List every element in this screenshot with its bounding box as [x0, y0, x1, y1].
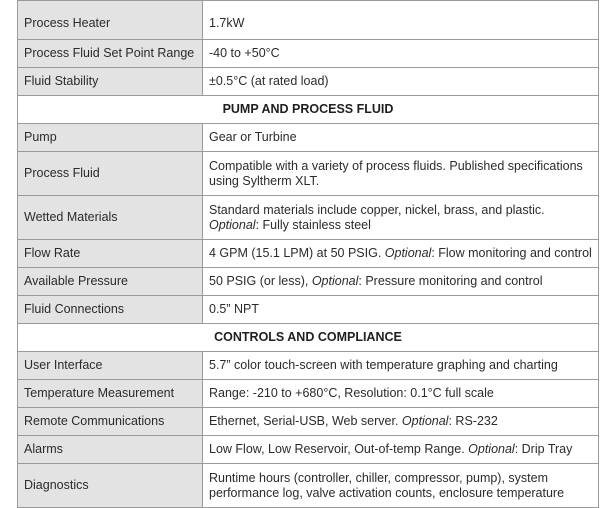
spec-row-flow-rate [18, 240, 599, 268]
optional-label: Optional [401, 414, 449, 428]
spec-row-set-point-range [18, 40, 599, 68]
section-header-controls [18, 324, 599, 352]
spec-label: Flow Rate [18, 240, 203, 268]
spec-label: Pump [18, 124, 203, 152]
spec-label: Process Fluid Set Point Range [18, 40, 203, 68]
spec-row-pump [18, 124, 599, 152]
spec-row-user-interface [18, 352, 599, 380]
spec-row-diagnostics [18, 464, 599, 508]
spec-label: User Interface [18, 352, 203, 380]
spec-value-text: 50 PSIG (or less), [209, 274, 312, 288]
spec-label: Available Pressure [18, 268, 203, 296]
optional-text: : Pressure monitoring and control [358, 274, 543, 288]
spec-value [203, 196, 599, 240]
optional-text: : Fully stainless steel [255, 217, 371, 232]
spec-row-alarms [18, 436, 599, 464]
spec-value [203, 408, 599, 436]
spec-value: 1.7kW [203, 1, 599, 40]
spec-label: Process Fluid [18, 152, 203, 196]
spec-value [203, 240, 599, 268]
spec-label: Fluid Stability [18, 68, 203, 96]
spec-row-available-pressure [18, 268, 599, 296]
spec-label: Alarms [18, 436, 203, 464]
spec-row-fluid-stability [18, 68, 599, 96]
spec-value: 0.5” NPT [203, 296, 599, 324]
optional-label: Optional [384, 246, 432, 260]
optional-label: Optional [468, 442, 515, 456]
optional-text: : RS-232 [448, 414, 498, 428]
optional-text: : Flow monitoring and control [431, 246, 592, 260]
spec-value: 5.7” color touch-screen with temperature graphing and charting [203, 352, 599, 380]
spec-value: ±0.5°C (at rated load) [203, 68, 599, 96]
spec-row-fluid-connections [18, 296, 599, 324]
optional-label: Optional [209, 217, 256, 232]
spec-value [203, 268, 599, 296]
spec-label: Fluid Connections [18, 296, 203, 324]
spec-value [203, 436, 599, 464]
optional-text: : Drip Tray [514, 442, 573, 456]
spec-label: Diagnostics [18, 464, 203, 508]
spec-row-process-fluid [18, 152, 599, 196]
spec-label: Temperature Measurement [18, 380, 203, 408]
section-header-pump [18, 96, 599, 124]
spec-row-remote-communications [18, 408, 599, 436]
section-title: PUMP AND PROCESS FLUID [18, 96, 599, 124]
spec-value-text: Standard materials include copper, nickel, brass, and plastic. [209, 202, 545, 217]
spec-row-temperature-measurement [18, 380, 599, 408]
spec-value: Compatible with a variety of process fluids. Published specifications using Syltherm XLT. [203, 152, 599, 196]
spec-label: Process Heater [18, 1, 203, 40]
spec-row-wetted-materials [18, 196, 599, 240]
spec-table [17, 0, 599, 508]
spec-value: Range: -210 to +680°C, Resolution: 0.1°C full scale [203, 380, 599, 408]
spec-value: -40 to +50°C [203, 40, 599, 68]
spec-value: Runtime hours (controller, chiller, compressor, pump), system performance log, valve activation counts, enclosure temperature [203, 464, 599, 508]
spec-value: Gear or Turbine [203, 124, 599, 152]
spec-value-text: Ethernet, Serial-USB, Web server. [209, 414, 402, 428]
spec-label: Remote Communications [18, 408, 203, 436]
spec-label: Wetted Materials [18, 196, 203, 240]
spec-value-text: 4 GPM (15.1 LPM) at 50 PSIG. [209, 246, 385, 260]
optional-label: Optional [311, 274, 359, 288]
spec-value-text: Low Flow, Low Reservoir, Out-of-temp Range. [209, 442, 469, 456]
spec-row-process-heater [18, 1, 599, 40]
section-title: CONTROLS AND COMPLIANCE [18, 324, 599, 352]
